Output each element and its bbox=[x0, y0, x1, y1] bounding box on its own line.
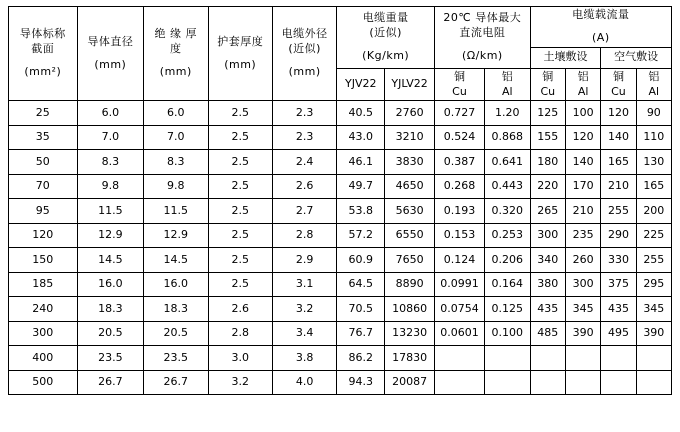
cell-sheath-thickness: 2.5 bbox=[208, 101, 272, 126]
cell-conductor-diameter: 7.0 bbox=[77, 125, 144, 150]
cell-soil-al: 345 bbox=[565, 297, 600, 322]
cell-soil-cu: 155 bbox=[530, 125, 565, 150]
cell-resistance-cu: 0.153 bbox=[435, 223, 485, 248]
cell-air-cu: 120 bbox=[601, 101, 636, 126]
cell-air-al: 390 bbox=[636, 321, 671, 346]
cell-weight-yjv22: 70.5 bbox=[337, 297, 385, 322]
cell-resistance-al: 0.164 bbox=[484, 272, 530, 297]
header-weight-line2: (近似) bbox=[369, 25, 402, 39]
cell-soil-cu: 220 bbox=[530, 174, 565, 199]
cell-outer-diameter: 2.8 bbox=[272, 223, 336, 248]
header-soil-cu: 铜 Cu bbox=[530, 68, 565, 101]
cell-conductor-diameter: 6.0 bbox=[77, 101, 144, 126]
cell-conductor-diameter: 8.3 bbox=[77, 150, 144, 175]
cell-resistance-cu: 0.193 bbox=[435, 199, 485, 224]
header-air-cu: 铜 Cu bbox=[601, 68, 636, 101]
cell-sheath-thickness: 2.5 bbox=[208, 125, 272, 150]
cell-soil-cu: 485 bbox=[530, 321, 565, 346]
cell-sheath-thickness: 2.5 bbox=[208, 199, 272, 224]
cell-section: 120 bbox=[9, 223, 78, 248]
cell-weight-yjv22: 94.3 bbox=[337, 370, 385, 395]
cell-section: 70 bbox=[9, 174, 78, 199]
cell-air-cu: 435 bbox=[601, 297, 636, 322]
cell-soil-cu bbox=[530, 370, 565, 395]
cell-conductor-diameter: 16.0 bbox=[77, 272, 144, 297]
header-soil-al: 铝 Al bbox=[565, 68, 600, 101]
cell-section: 185 bbox=[9, 272, 78, 297]
table-row bbox=[9, 272, 672, 297]
cell-insulation-thickness: 12.9 bbox=[144, 223, 208, 248]
header-resistance-line1: 20℃ 导体最大 bbox=[443, 11, 522, 25]
cell-outer-diameter: 3.1 bbox=[272, 272, 336, 297]
cell-insulation-thickness: 16.0 bbox=[144, 272, 208, 297]
header-section-unit: (mm²) bbox=[24, 65, 62, 79]
cell-weight-yjv22: 57.2 bbox=[337, 223, 385, 248]
cell-air-cu: 375 bbox=[601, 272, 636, 297]
cell-resistance-cu: 0.268 bbox=[435, 174, 485, 199]
header-weight bbox=[337, 7, 435, 69]
cell-weight-yjlv22: 5630 bbox=[385, 199, 435, 224]
cell-sheath-thickness: 2.5 bbox=[208, 150, 272, 175]
cell-soil-al: 140 bbox=[565, 150, 600, 175]
cell-resistance-cu: 0.727 bbox=[435, 101, 485, 126]
cell-air-al: 225 bbox=[636, 223, 671, 248]
cell-resistance-cu: 0.524 bbox=[435, 125, 485, 150]
table-row bbox=[9, 174, 672, 199]
header-ampacity bbox=[530, 7, 671, 48]
cell-insulation-thickness: 11.5 bbox=[144, 199, 208, 224]
cell-insulation-thickness: 6.0 bbox=[144, 101, 208, 126]
cell-weight-yjlv22: 4650 bbox=[385, 174, 435, 199]
cell-weight-yjv22: 46.1 bbox=[337, 150, 385, 175]
cell-resistance-al: 0.125 bbox=[484, 297, 530, 322]
table-body bbox=[9, 101, 672, 395]
cell-weight-yjlv22: 2760 bbox=[385, 101, 435, 126]
cell-weight-yjv22: 76.7 bbox=[337, 321, 385, 346]
cell-soil-al: 390 bbox=[565, 321, 600, 346]
cell-soil-cu: 300 bbox=[530, 223, 565, 248]
cell-soil-cu: 380 bbox=[530, 272, 565, 297]
cell-air-cu bbox=[601, 346, 636, 371]
cell-air-al: 295 bbox=[636, 272, 671, 297]
cell-air-al: 130 bbox=[636, 150, 671, 175]
cell-conductor-diameter: 14.5 bbox=[77, 248, 144, 273]
header-weight-yjv22: YJV22 bbox=[337, 68, 385, 101]
cell-conductor-diameter: 20.5 bbox=[77, 321, 144, 346]
cell-air-al: 165 bbox=[636, 174, 671, 199]
cell-conductor-diameter: 23.5 bbox=[77, 346, 144, 371]
cell-resistance-cu: 0.0754 bbox=[435, 297, 485, 322]
cell-sheath-thickness: 2.5 bbox=[208, 272, 272, 297]
header-resistance bbox=[435, 7, 531, 69]
cell-insulation-thickness: 26.7 bbox=[144, 370, 208, 395]
cell-air-al: 110 bbox=[636, 125, 671, 150]
cell-soil-cu: 435 bbox=[530, 297, 565, 322]
cell-soil-cu bbox=[530, 346, 565, 371]
cell-air-al: 345 bbox=[636, 297, 671, 322]
cell-resistance-cu bbox=[435, 370, 485, 395]
header-weight-yjlv22: YJLV22 bbox=[385, 68, 435, 101]
cell-sheath-thickness: 3.0 bbox=[208, 346, 272, 371]
header-ampacity-unit: (A) bbox=[592, 30, 610, 44]
table-header bbox=[9, 7, 672, 101]
cell-resistance-cu: 0.0991 bbox=[435, 272, 485, 297]
header-row-1 bbox=[9, 7, 672, 48]
cell-conductor-diameter: 26.7 bbox=[77, 370, 144, 395]
header-ampacity-soil: 土壤敷设 bbox=[530, 47, 601, 68]
cell-air-al: 90 bbox=[636, 101, 671, 126]
cell-resistance-al: 0.253 bbox=[484, 223, 530, 248]
header-insulation-thickness bbox=[144, 7, 208, 101]
header-resistance-al: 铝 Al bbox=[484, 68, 530, 101]
cell-outer-diameter: 2.9 bbox=[272, 248, 336, 273]
cell-soil-cu: 265 bbox=[530, 199, 565, 224]
cell-weight-yjv22: 49.7 bbox=[337, 174, 385, 199]
cell-air-cu: 495 bbox=[601, 321, 636, 346]
cell-air-cu: 330 bbox=[601, 248, 636, 273]
cell-resistance-cu bbox=[435, 346, 485, 371]
cell-soil-al: 260 bbox=[565, 248, 600, 273]
cell-section: 240 bbox=[9, 297, 78, 322]
cell-weight-yjv22: 86.2 bbox=[337, 346, 385, 371]
cell-insulation-thickness: 20.5 bbox=[144, 321, 208, 346]
cell-weight-yjlv22: 6550 bbox=[385, 223, 435, 248]
cell-section: 95 bbox=[9, 199, 78, 224]
cell-air-cu: 255 bbox=[601, 199, 636, 224]
cell-weight-yjlv22: 20087 bbox=[385, 370, 435, 395]
cell-outer-diameter: 2.3 bbox=[272, 125, 336, 150]
table-row bbox=[9, 297, 672, 322]
cell-weight-yjv22: 40.5 bbox=[337, 101, 385, 126]
cell-insulation-thickness: 9.8 bbox=[144, 174, 208, 199]
cell-resistance-al: 0.868 bbox=[484, 125, 530, 150]
header-section bbox=[9, 7, 78, 101]
cell-resistance-al: 0.206 bbox=[484, 248, 530, 273]
cell-resistance-al bbox=[484, 346, 530, 371]
header-insulation-unit: (mm) bbox=[159, 65, 192, 79]
cell-conductor-diameter: 9.8 bbox=[77, 174, 144, 199]
cell-resistance-al: 0.100 bbox=[484, 321, 530, 346]
cell-soil-al bbox=[565, 346, 600, 371]
cell-conductor-diameter: 12.9 bbox=[77, 223, 144, 248]
header-outer-unit: (mm) bbox=[288, 65, 321, 79]
header-insulation-line2: 度 bbox=[170, 42, 182, 56]
table-row bbox=[9, 248, 672, 273]
header-air-al: 铝 Al bbox=[636, 68, 671, 101]
cell-sheath-thickness: 2.6 bbox=[208, 297, 272, 322]
cell-conductor-diameter: 18.3 bbox=[77, 297, 144, 322]
cell-resistance-al: 0.443 bbox=[484, 174, 530, 199]
header-conductor-diameter-unit: (mm) bbox=[94, 57, 127, 71]
cell-resistance-al: 0.641 bbox=[484, 150, 530, 175]
cell-sheath-thickness: 2.8 bbox=[208, 321, 272, 346]
header-resistance-cu: 铜 Cu bbox=[435, 68, 485, 101]
cell-outer-diameter: 2.7 bbox=[272, 199, 336, 224]
cell-sheath-thickness: 2.5 bbox=[208, 248, 272, 273]
cell-resistance-al: 0.320 bbox=[484, 199, 530, 224]
table-row bbox=[9, 150, 672, 175]
cell-weight-yjv22: 64.5 bbox=[337, 272, 385, 297]
cell-soil-al: 170 bbox=[565, 174, 600, 199]
cell-insulation-thickness: 14.5 bbox=[144, 248, 208, 273]
header-insulation-line1: 绝 缘 厚 bbox=[154, 27, 198, 41]
cell-insulation-thickness: 23.5 bbox=[144, 346, 208, 371]
cell-insulation-thickness: 7.0 bbox=[144, 125, 208, 150]
table-row bbox=[9, 346, 672, 371]
header-section-line2: 截面 bbox=[31, 42, 55, 56]
header-resistance-unit: (Ω/km) bbox=[461, 48, 503, 62]
cell-sheath-thickness: 2.5 bbox=[208, 223, 272, 248]
cell-weight-yjlv22: 13230 bbox=[385, 321, 435, 346]
header-sheath-unit: (mm) bbox=[224, 57, 257, 71]
cell-section: 150 bbox=[9, 248, 78, 273]
cell-resistance-al: 1.20 bbox=[484, 101, 530, 126]
table-row bbox=[9, 321, 672, 346]
header-outer-line1: 电缆外径 bbox=[281, 27, 328, 41]
header-sheath-thickness bbox=[208, 7, 272, 101]
cell-air-al: 255 bbox=[636, 248, 671, 273]
header-ampacity-air: 空气敷设 bbox=[601, 47, 672, 68]
cell-soil-cu: 340 bbox=[530, 248, 565, 273]
cell-air-cu bbox=[601, 370, 636, 395]
cell-air-al bbox=[636, 346, 671, 371]
cell-weight-yjlv22: 3830 bbox=[385, 150, 435, 175]
cell-weight-yjv22: 53.8 bbox=[337, 199, 385, 224]
table-row bbox=[9, 101, 672, 126]
cell-air-cu: 290 bbox=[601, 223, 636, 248]
cell-section: 500 bbox=[9, 370, 78, 395]
cell-resistance-cu: 0.0601 bbox=[435, 321, 485, 346]
cell-insulation-thickness: 8.3 bbox=[144, 150, 208, 175]
cell-outer-diameter: 4.0 bbox=[272, 370, 336, 395]
cell-soil-al: 100 bbox=[565, 101, 600, 126]
cell-outer-diameter: 2.6 bbox=[272, 174, 336, 199]
header-outer-diameter bbox=[272, 7, 336, 101]
header-ampacity-title: 电缆载流量 bbox=[572, 8, 630, 21]
cell-weight-yjv22: 60.9 bbox=[337, 248, 385, 273]
header-weight-line1: 电缆重量 bbox=[362, 11, 409, 25]
cell-resistance-cu: 0.124 bbox=[435, 248, 485, 273]
cell-section: 300 bbox=[9, 321, 78, 346]
cell-conductor-diameter: 11.5 bbox=[77, 199, 144, 224]
cell-weight-yjlv22: 7650 bbox=[385, 248, 435, 273]
cell-section: 25 bbox=[9, 101, 78, 126]
cell-section: 35 bbox=[9, 125, 78, 150]
cell-weight-yjlv22: 10860 bbox=[385, 297, 435, 322]
cell-soil-al: 120 bbox=[565, 125, 600, 150]
cell-resistance-al bbox=[484, 370, 530, 395]
header-weight-unit: (Kg/km) bbox=[362, 48, 410, 62]
cell-weight-yjv22: 43.0 bbox=[337, 125, 385, 150]
header-conductor-diameter bbox=[77, 7, 144, 101]
cable-spec-table bbox=[8, 6, 672, 395]
cell-air-cu: 165 bbox=[601, 150, 636, 175]
cell-resistance-cu: 0.387 bbox=[435, 150, 485, 175]
cell-air-cu: 210 bbox=[601, 174, 636, 199]
cell-section: 50 bbox=[9, 150, 78, 175]
cell-insulation-thickness: 18.3 bbox=[144, 297, 208, 322]
header-section-line1: 导体标称 bbox=[19, 27, 66, 41]
cell-outer-diameter: 3.8 bbox=[272, 346, 336, 371]
cell-sheath-thickness: 2.5 bbox=[208, 174, 272, 199]
table-row bbox=[9, 125, 672, 150]
cell-outer-diameter: 3.2 bbox=[272, 297, 336, 322]
cell-soil-al: 210 bbox=[565, 199, 600, 224]
cell-air-al bbox=[636, 370, 671, 395]
table-row bbox=[9, 370, 672, 395]
cell-air-al: 200 bbox=[636, 199, 671, 224]
header-outer-line2: (近似) bbox=[288, 42, 321, 56]
header-resistance-line2: 直流电阻 bbox=[459, 25, 506, 39]
cell-weight-yjlv22: 8890 bbox=[385, 272, 435, 297]
header-conductor-diameter-title: 导体直径 bbox=[87, 34, 134, 48]
cell-soil-al: 235 bbox=[565, 223, 600, 248]
cell-soil-cu: 125 bbox=[530, 101, 565, 126]
cable-spec-sheet bbox=[0, 6, 680, 432]
cell-outer-diameter: 2.3 bbox=[272, 101, 336, 126]
cell-section: 400 bbox=[9, 346, 78, 371]
cell-outer-diameter: 2.4 bbox=[272, 150, 336, 175]
cell-sheath-thickness: 3.2 bbox=[208, 370, 272, 395]
cell-air-cu: 140 bbox=[601, 125, 636, 150]
cell-weight-yjlv22: 3210 bbox=[385, 125, 435, 150]
cell-soil-cu: 180 bbox=[530, 150, 565, 175]
table-row bbox=[9, 223, 672, 248]
cell-soil-al bbox=[565, 370, 600, 395]
table-row bbox=[9, 199, 672, 224]
cell-soil-al: 300 bbox=[565, 272, 600, 297]
cell-outer-diameter: 3.4 bbox=[272, 321, 336, 346]
cell-weight-yjlv22: 17830 bbox=[385, 346, 435, 371]
header-sheath-title: 护套厚度 bbox=[217, 34, 264, 48]
